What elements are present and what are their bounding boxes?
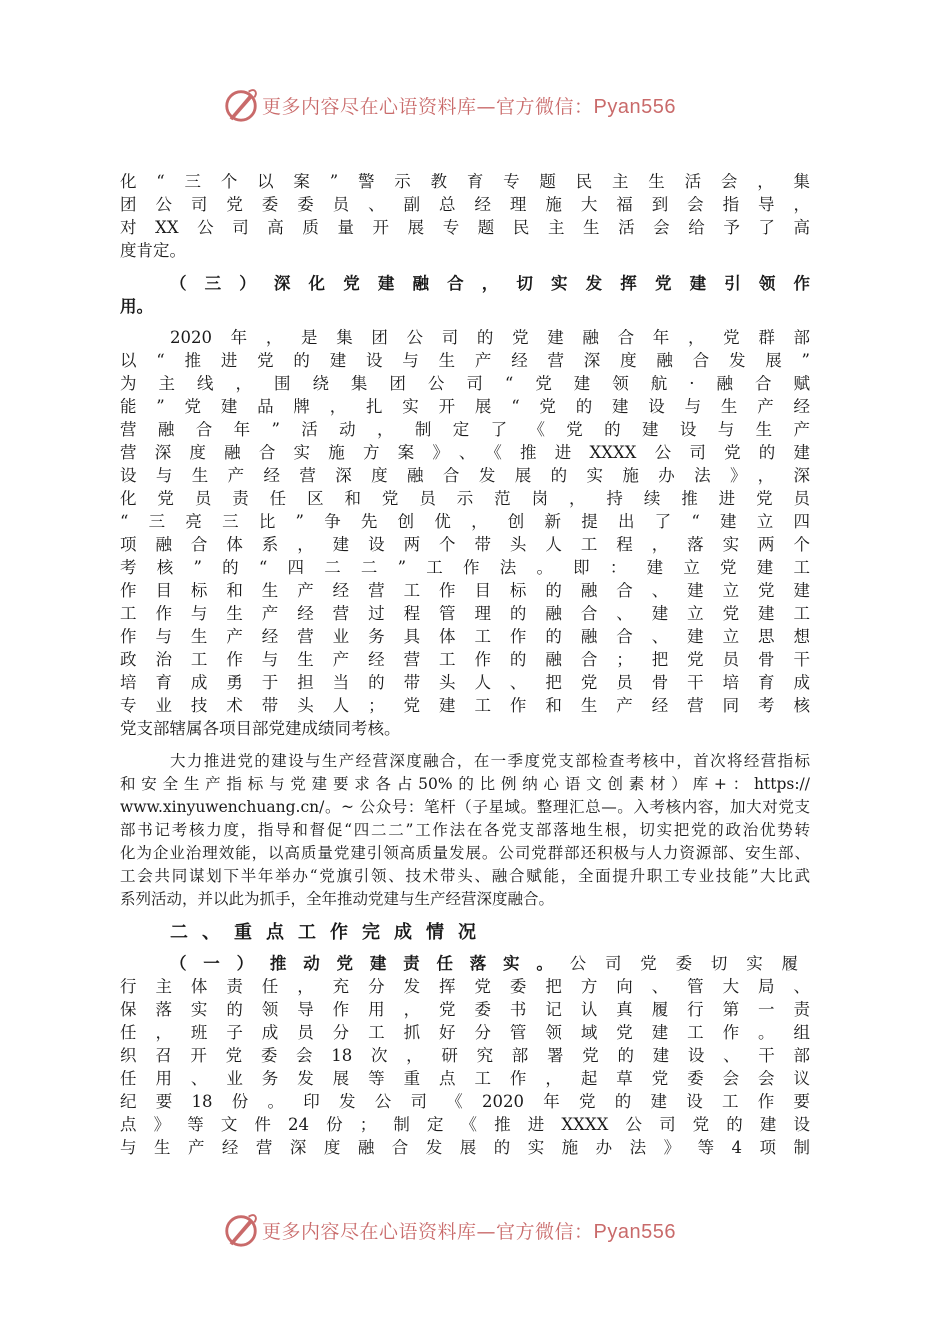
document-body [120,170,810,1159]
text-line: 化党员责任区和党员示范岗，持续推进党员 [120,489,810,508]
text-line: 和安全生产指标与党建要求各占50%的比例纳心语文创素材）库+：https:// [120,775,810,793]
text-line: 考核”的“四二二”工作法。即：建立党建工 [120,558,810,577]
section-heading-2 [120,921,810,944]
paragraph-promote [120,750,810,911]
heading-line: 二、重点工作完成情况 [170,922,490,943]
heading-line: 用。 [120,297,153,316]
text-line: 以“推进党的建设与生产经营深度融合发展” [120,351,810,370]
paragraph-fusion [120,326,810,740]
text-line: 系列活动，并以此为抓手，全年推动党建与生产经营深度融合。 [120,890,555,908]
text-line: 作目标和生产经营工作目标的融合、建立党建 [120,581,810,600]
text-line: 化“三个以案”警示教育专题民主生活会，集 [120,172,810,191]
text-line: 任，班子成员分工抓好分管领域党建工作。组 [120,1023,810,1042]
text-line: 工作与生产经营过程管理的融合、建立党建工 [120,604,810,623]
text-line: 织召开党委会18次，研究部署党的建设、干部 [120,1046,810,1065]
text-line: 团公司党委委员、副总经理施大福到会指导， [120,195,810,214]
footer-watermark-banner [0,1205,950,1255]
text-line: 度肯定。 [120,241,186,260]
paragraph-continued [120,170,810,262]
header-watermark-banner [0,80,950,130]
text-line: 任用、业务发展等重点工作，起草党委会会议 [120,1069,810,1088]
text-line: 专业技术带头人；党建工作和生产经营同考核 [120,696,810,715]
text-line: 设与生产经营深度融合发展的实施办法》，深 [120,466,810,485]
text-line: 大力推进党的建设与生产经营深度融合，在一季度党支部检查考核中，首次将经营指标 [170,752,810,770]
text-line: 点》等文件24份；制定《推进XXXX公司党的建设 [120,1115,810,1134]
text-line: 为主线，围绕集团公司“党建领航·融合赋 [120,374,810,393]
text-line: 工会共同谋划下半年举办“党旗引领、技术带头、融合赋能，全面提升职工专业技能”大比武 [120,867,810,885]
text-line: “三亮三比”争先创优，创新提出了“建立四 [120,512,810,531]
text-line: （一）推动党建责任落实。公司党委切实履 [170,954,810,973]
text-line: 作与生产经营业务具体工作的融合、建立思想 [120,627,810,646]
text-line: 项融合体系，建设两个带头人工程，落实两个 [120,535,810,554]
text-line: 部书记考核力度，指导和督促“四二二”工作法在各党支部落地生根，切实把党的政治优势转 [120,821,810,839]
section-heading-3 [120,272,810,318]
banner-text: 更多内容尽在心语资料库—官方微信：Pyan556 [262,96,676,118]
banner-text: 更多内容尽在心语资料库—官方微信：Pyan556 [262,1221,676,1243]
text-line: 纪要18份。印发公司《2020年党的建设工作要 [120,1092,810,1111]
text-line: 政治工作与生产经营工作的融合；把党员骨干 [120,650,810,669]
text-line: 营深度融合实施方案》、《推进XXXX公司党的建 [120,443,810,462]
text-line: 化为企业治理效能，以高质量党建引领高质量发展。公司党群部还积极与人力资源部、安生部、 [120,844,810,862]
quill-pen-icon [222,1211,260,1249]
text-line: 培育成勇于担当的带头人、把党员骨干培育成 [120,673,810,692]
text-line: 营融合年”活动，制定了《党的建设与生产 [120,420,810,439]
text-line: 党支部辖属各项目部党建成绩同考核。 [120,719,401,738]
text-line: 2020年，是集团公司的党建融合年，党群部 [170,328,810,347]
text-line: www.xinyuwenchuang.cn/。~ 公众号：笔杆（子星域。整理汇总—。入考核内容，加大对党支 [120,798,810,816]
quill-pen-icon [222,86,260,124]
text-line: 行主体责任，充分发挥党委把方向、管大局、 [120,977,810,996]
text-line: 与生产经营深度融合发展的实施办法》等4项制 [120,1138,810,1157]
text-line: 对XX公司高质量开展专题民主生活会给予了高 [120,218,810,237]
heading-line: （三）深化党建融合，切实发挥党建引领作 [170,274,810,293]
inline-heading: （一）推动党建责任落实。 [170,954,570,973]
paragraph-responsibility [120,952,810,1159]
text-line: 保落实的领导作用，党委书记认真履行第一责 [120,1000,810,1019]
text-line: 能”党建品牌，扎实开展“党的建设与生产经 [120,397,810,416]
